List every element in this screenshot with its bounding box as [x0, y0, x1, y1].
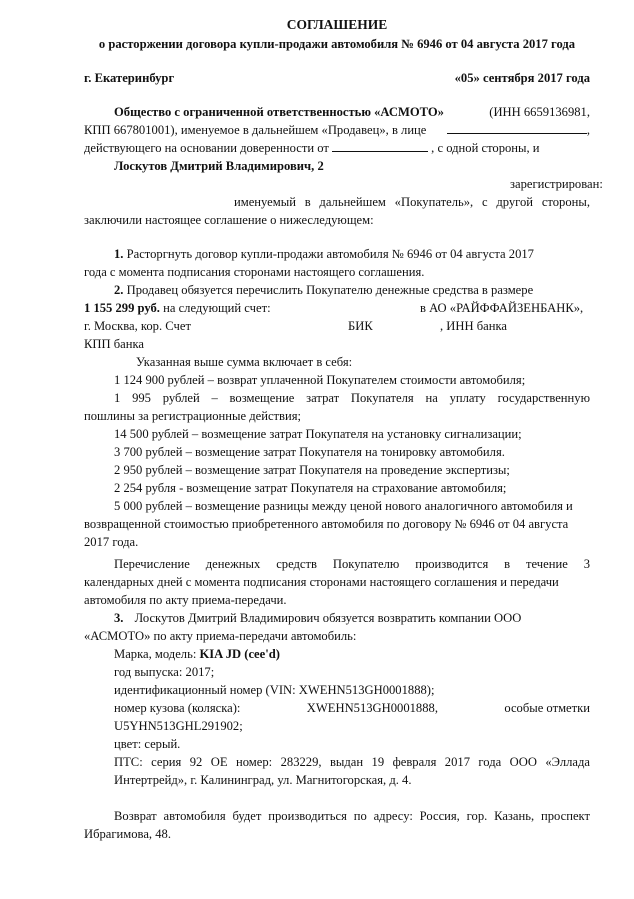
return-line-1: Возврат автомобиля будет производиться по адресу: Россия, гор. Казань, проспект	[114, 809, 590, 823]
car-pts-line-1: ПТС: серия 92 ОЕ номер: 283229, выдан 19 февраля 2017 года ООО «Эллада	[114, 755, 590, 769]
car-body-number-cont: U5YHN513GHL291902;	[114, 719, 243, 733]
bank-name: в АО «РАЙФФАЙЗЕНБАНК»,	[420, 301, 584, 315]
intro-line-1: Общество с ограниченной ответственностью «АСМОТО» (ИНН 6659136981,	[114, 105, 590, 119]
item-1: 1 124 900 рублей – возврат уплаченной Покупателем стоимости автомобиля;	[114, 373, 526, 387]
power-of-attorney-blank	[332, 140, 428, 152]
city: г. Екатеринбург	[84, 71, 175, 85]
clause-3-line-2: «АСМОТО» по акту приема-передачи автомобиль:	[84, 629, 357, 643]
car-body-number: номер кузова (коляска): XWEHN513GH0001888, особые отметки	[114, 701, 590, 715]
car-color: цвет: серый.	[114, 737, 181, 751]
item-6: 2 254 рубля - возмещение затрат Покупателя на страхование автомобиля;	[114, 481, 507, 495]
intro-line-6: именуемый в дальнейшем «Покупатель», с другой стороны,	[234, 195, 590, 209]
clause-1-line-2: года с момента подписания сторонами настоящего соглашения.	[84, 265, 425, 279]
transfer-line-2: календарных дней с момента подписания сторонами настоящего соглашения и передачи	[84, 575, 559, 589]
includes-line: Указанная выше сумма включает в себя:	[136, 355, 353, 369]
item-2-cont: пошлины за регистрационные действия;	[84, 409, 302, 423]
place-date-line	[84, 70, 590, 86]
intro-line-7: заключили настоящее соглашение о нижеследующем:	[84, 213, 374, 227]
document-subtitle: о расторжении договора купли-продажи автомобиля № 6946 от 04 августа 2017 года	[98, 37, 576, 51]
transfer-line-3: автомобиля по акту приема-передачи.	[84, 593, 287, 607]
clause-1-line-1: 1. Расторгнуть договор купли-продажи автомобиля № 6946 от 04 августа 2017	[114, 247, 534, 261]
return-line-2: Ибрагимова, 48.	[84, 827, 171, 841]
item-7-end: 2017 года.	[84, 535, 139, 549]
car-model: Марка, модель: KIA JD (cee'd)	[114, 647, 280, 661]
car-year: год выпуска: 2017;	[114, 665, 215, 679]
car-vin: идентификационный номер (VIN: XWEHN513GH0001888);	[114, 683, 435, 697]
registered-line: зарегистрирован:	[510, 177, 603, 191]
clause-2-line-2: 1 155 299 руб. на следующий счет: в АО «РАЙФФАЙЗЕНБАНК»,	[84, 301, 584, 315]
clause-2-line-4: КПП банка	[84, 337, 144, 351]
clause-3-number: 3.	[114, 611, 124, 625]
item-7: 5 000 рублей – возмещение разницы между ценой нового аналогичного автомобиля и	[114, 499, 573, 513]
car-pts-line-2: Интертрейд», г. Калининград, ул. Магнитогорская, д. 4.	[114, 773, 412, 787]
clause-3-line-1: 3. Лоскутов Дмитрий Владимирович обязуется возвратить компании ООО	[114, 611, 522, 625]
clause-2-number: 2.	[114, 283, 124, 297]
seller-name: Общество с ограниченной ответственностью «АСМОТО»	[114, 105, 444, 119]
item-3: 14 500 рублей – возмещение затрат Покупателя на установку сигнализации;	[114, 427, 522, 441]
document-title: СОГЛАШЕНИЕ	[286, 17, 388, 32]
transfer-line-1: Перечисление денежных средств Покупателю производится в течение 3	[114, 557, 590, 571]
item-5: 2 950 рублей – возмещение затрат Покупателя на проведение экспертизы;	[114, 463, 510, 477]
representative-blank	[447, 122, 587, 134]
clause-2-line-1: 2. Продавец обязуется перечислить Покупателю денежные средства в размере	[114, 283, 534, 297]
intro-line-2: КПП 667801001), именуемое в дальнейшем «Продавец», в лице ,	[84, 123, 590, 137]
clause-1-number: 1.	[114, 247, 124, 261]
buyer-line: Лоскутов Дмитрий Владимирович, 2	[114, 159, 324, 173]
clause-2-line-3: г. Москва, кор. Счет БИК , ИНН банка	[84, 319, 507, 333]
buyer-name: Лоскутов Дмитрий Владимирович,	[114, 159, 315, 173]
agreement-date: «05» сентября 2017 года	[454, 71, 590, 85]
item-7-cont: возвращенной стоимостью приобретенного автомобиля по договору № 6946 от 04 августа	[84, 517, 569, 531]
refund-amount: 1 155 299 руб.	[84, 301, 160, 315]
item-2: 1 995 рублей – возмещение затрат Покупателя на уплату государственную	[114, 391, 590, 405]
item-4: 3 700 рублей – возмещение затрат Покупателя на тонировку автомобиля.	[114, 445, 505, 459]
intro-line-3: действующего на основании доверенности от , с одной стороны, и	[84, 141, 540, 155]
